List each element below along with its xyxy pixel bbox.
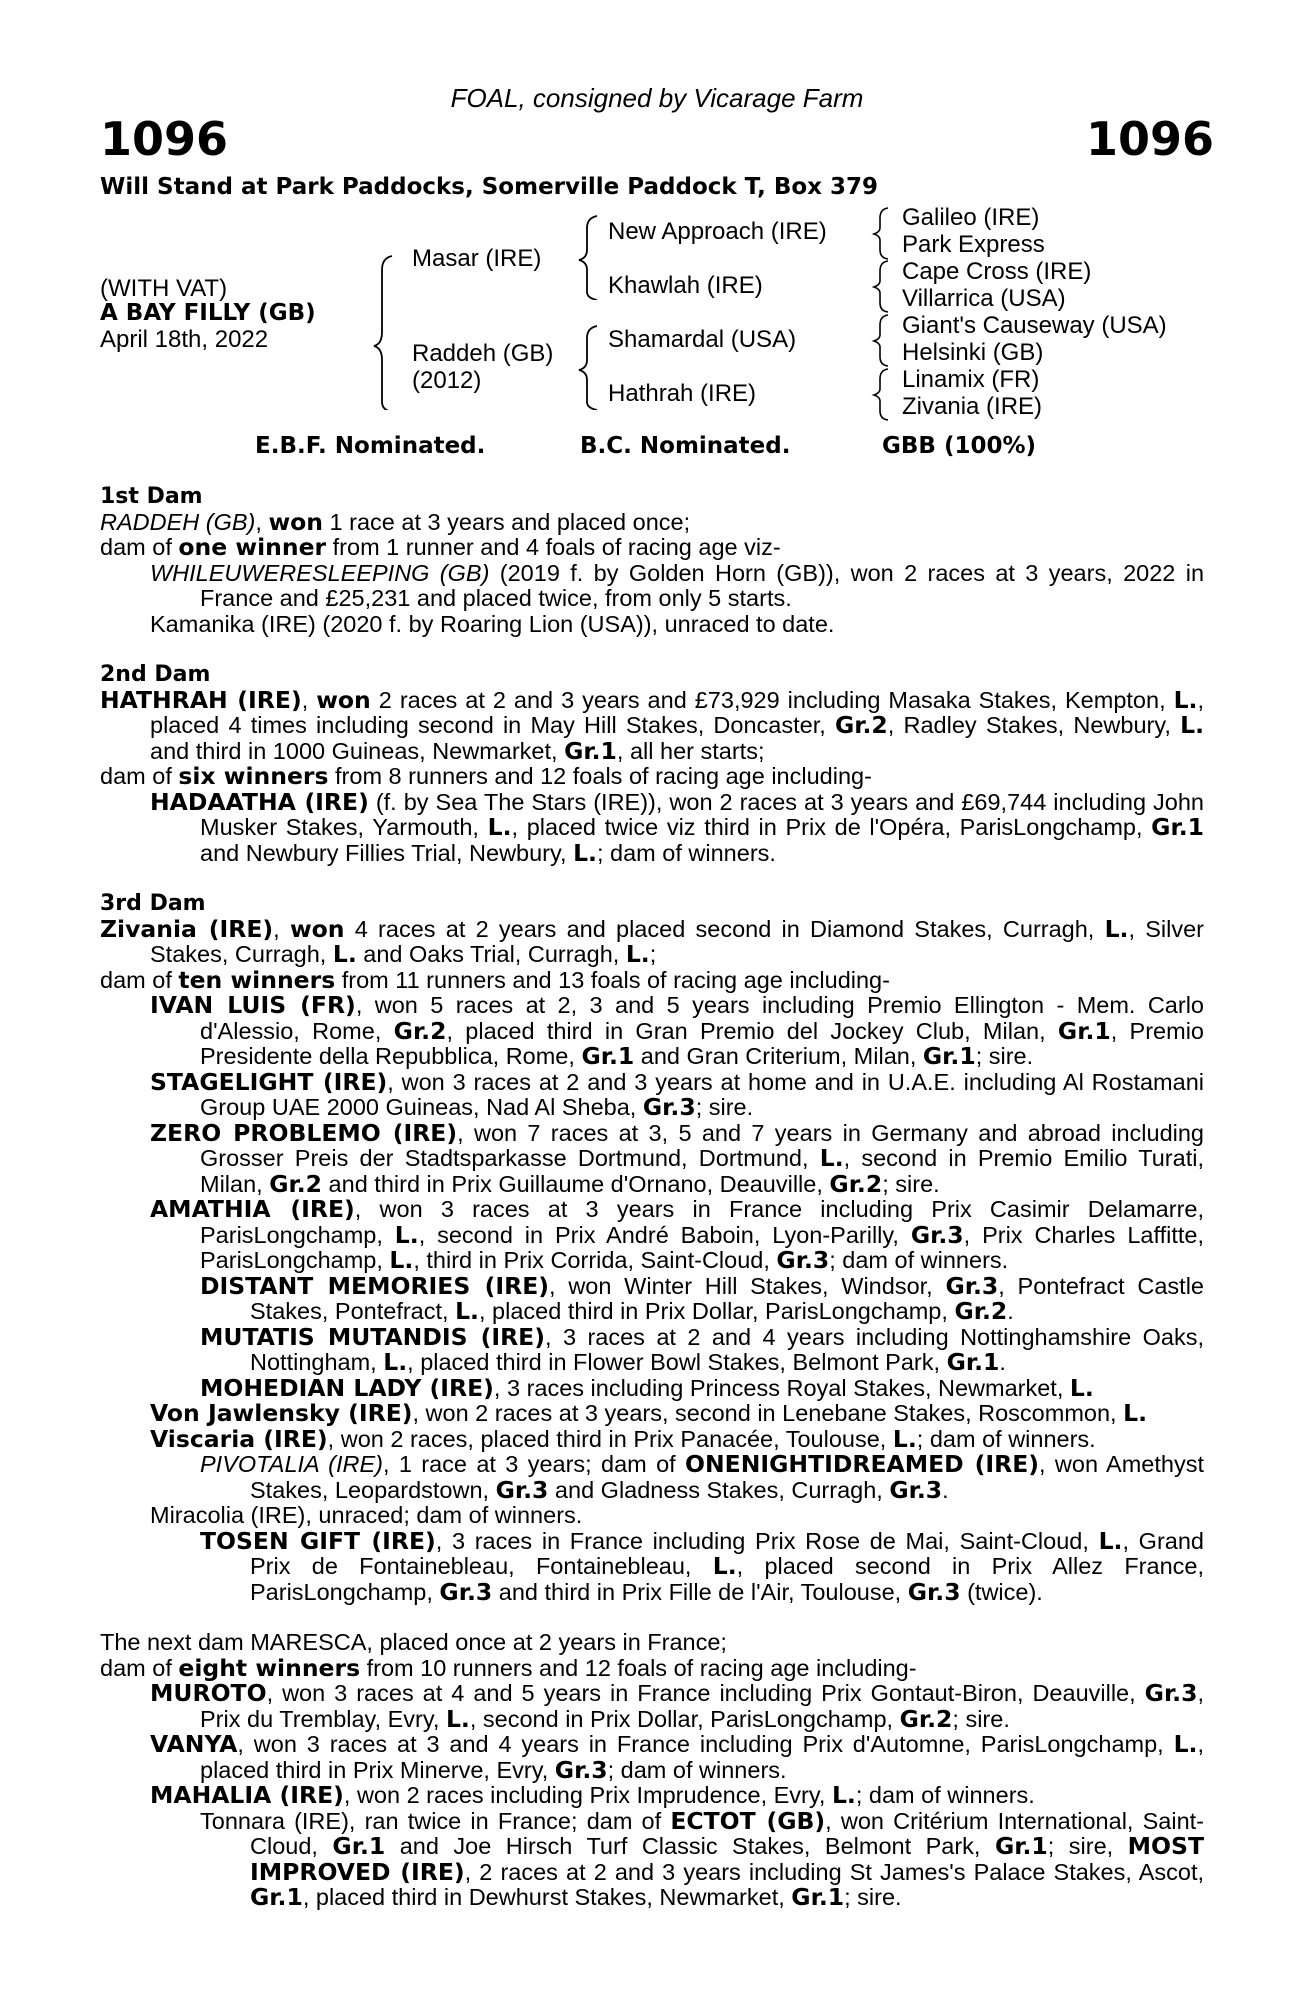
dam-sire: Shamardal (USA): [608, 326, 797, 353]
third-dam-produce-intro: dam of ten winners from 11 runners and 13 foals of racing age including-: [100, 965, 890, 994]
produce-item: Von Jawlensky (IRE), won 2 races at 3 years, second in Lenebane Stakes, Roscommon, L.: [150, 1399, 1148, 1427]
produce-item: AMATHIA (IRE), won 3 races at 3 years in France including Prix Casimir Delamarre, ParisLongchamp, L., second in Prix André Baboin, Lyon-Parilly, Gr.3, Prix Charles Laffitte, ParisLongchamp, L., third in Prix Corrida, Saint-Cloud, Gr.3; dam of winners.: [150, 1195, 1204, 1274]
next-dam-produce-intro: dam of eight winners from 10 runners and 12 foals of racing age including-: [100, 1653, 917, 1682]
bc-nomination: B.C. Nominated.: [580, 433, 791, 459]
produce-item: STAGELIGHT (IRE), won 3 races at 2 and 3 years at home and in U.A.E. including Al Rostamani Group UAE 2000 Guineas, Nad Al Sheba, Gr.3; sire.: [150, 1067, 1204, 1121]
ss-sire: Galileo (IRE): [902, 204, 1040, 231]
lot-number-left: 1096: [100, 112, 229, 166]
dam: Raddeh (GB): [412, 340, 554, 367]
date-of-birth: April 18th, 2022: [100, 326, 269, 353]
produce-item: Kamanika (IRE) (2020 f. by Roaring Lion (USA)), unraced to date.: [150, 610, 835, 637]
sire-sire: New Approach (IRE): [608, 218, 827, 245]
third-dam-heading: 3rd Dam: [100, 891, 206, 916]
lot-number-right: 1096: [1085, 112, 1214, 166]
pedigree-bracket-3b: [870, 257, 894, 313]
produce-item: MOHEDIAN LADY (IRE), 3 races including Princess Royal Stakes, Newmarket, L.: [200, 1373, 1094, 1402]
gbb-status: GBB (100%): [882, 433, 1037, 459]
second-dam-produce-intro: dam of six winners from 8 runners and 12 foals of racing age including-: [100, 762, 872, 790]
produce-item: VANYA, won 3 races at 3 and 4 years in France including Prix d'Automne, ParisLongchamp, L., placed third in Prix Minerve, Evry, Gr.3; dam of winners.: [150, 1730, 1204, 1784]
sd-dam: Villarrica (USA): [902, 285, 1066, 312]
produce-item: WHILEUWERESLEEPING (GB) (2019 f. by Golden Horn (GB)), won 2 races at 3 years, 2022 in France and £25,231 and placed twice, from only 5 starts.: [150, 559, 1205, 611]
second-dam-heading: 2nd Dam: [100, 662, 211, 687]
produce-item: Miracolia (IRE), unraced; dam of winners.: [150, 1502, 583, 1528]
dd-dam: Zivania (IRE): [902, 393, 1043, 420]
produce-item: HADAATHA (IRE) (f. by Sea The Stars (IRE)), won 2 races at 3 years and £69,744 including John Musker Stakes, Yarmouth, L., placed twice viz third in Prix de l'Opéra, ParisLongchamp, Gr.1 and Newbury Fillies Trial, Newbury, L.; dam of winners.: [150, 787, 1205, 867]
sire-dam: Khawlah (IRE): [608, 272, 763, 299]
produce-item: DISTANT MEMORIES (IRE), won Winter Hill Stakes, Windsor, Gr.3, Pontefract Castle Stakes, Pontefract, L., placed third in Prix Dollar, ParisLongchamp, Gr.2.: [200, 1271, 1204, 1325]
produce-item: MUROTO, won 3 races at 4 and 5 years in France including Prix Gontaut-Biron, Deauville, Gr.3, Prix du Tremblay, Evry, L., second in Prix Dollar, ParisLongchamp, Gr.2; sire.: [150, 1679, 1204, 1733]
pedigree-bracket-sire: [575, 210, 605, 300]
produce-item: PIVOTALIA (IRE), 1 race at 3 years; dam of ONENIGHTIDREAMED (IRE), won Amethyst Stakes, Leopardstown, Gr.3 and Gladness Stakes, Curragh, Gr.3.: [200, 1450, 1204, 1504]
produce-item: IVAN LUIS (FR), won 5 races at 2, 3 and 5 years including Premio Ellington - Mem. Carlo d'Alessio, Rome, Gr.2, placed third in Gran Premio del Jockey Club, Milan, Gr.1, Premio Presidente della Repubblica, Rome, Gr.1 and Gran Criterium, Milan, Gr.1; sire.: [150, 991, 1204, 1070]
sire: Masar (IRE): [412, 245, 542, 272]
produce-item: Viscaria (IRE), won 2 races, placed third in Prix Panacée, Toulouse, L.; dam of winners.: [150, 1424, 1096, 1453]
first-dam-produce-intro: dam of one winner from 1 runner and 4 foals of racing age viz-: [100, 533, 781, 561]
nominations-row: [100, 433, 1200, 463]
produce-item: ZERO PROBLEMO (IRE), won 7 races at 3, 5 and 7 years in Germany and abroad including Grosser Preis der Stadtsparkasse Dortmund, Dortmund, L., second in Premio Emilio Turati, Milan, Gr.2 and third in Prix Guillaume d'Ornano, Deauville, Gr.2; sire.: [150, 1118, 1204, 1198]
pedigree-bracket-dam: [575, 320, 605, 410]
dam-year: (2012): [412, 367, 482, 394]
ss-dam: Park Express: [902, 231, 1045, 258]
vat-note: (WITH VAT): [100, 275, 228, 302]
ds-dam: Helsinki (GB): [902, 339, 1044, 366]
sd-sire: Cape Cross (IRE): [902, 258, 1092, 285]
first-dam-text: RADDEH (GB), won 1 race at 3 years and placed once;: [100, 507, 691, 536]
first-dam-heading: 1st Dam: [100, 484, 203, 509]
ebf-nomination: E.B.F. Nominated.: [255, 433, 486, 459]
produce-item: Tonnara (IRE), ran twice in France; dam of ECTOT (GB), won Critérium International, Saint-Cloud, Gr.1 and Joe Hirsch Turf Classic Stakes, Belmont Park, Gr.1; sire, MOST IMPROVED (IRE), 2 races at 2 and 3 years including St James's Palace Stakes, Ascot, Gr.1, placed third in Dewhurst Stakes, Newmarket, Gr.1; sire.: [200, 1806, 1204, 1911]
dd-sire: Linamix (FR): [902, 366, 1040, 393]
third-dam-text: Zivania (IRE), won 4 races at 2 years and placed second in Diamond Stakes, Curragh, L., Silver Stakes, Curragh, L. and Oaks Trial, Curragh, L.;: [100, 914, 1205, 968]
pedigree-bracket-gen1: [370, 210, 400, 410]
consignor-line: FOAL, consigned by Vicarage Farm: [450, 83, 864, 113]
catalogue-body: [100, 484, 1204, 1911]
ds-sire: Giant's Causeway (USA): [902, 312, 1167, 339]
next-dam-text: The next dam MARESCA, placed once at 2 years in France;: [100, 1629, 727, 1655]
pedigree-bracket-3c: [870, 311, 894, 367]
pedigree-bracket-3a: [870, 204, 894, 260]
horse-name: A BAY FILLY (GB): [100, 300, 316, 326]
produce-item: MUTATIS MUTANDIS (IRE), 3 races at 2 and 4 years including Nottinghamshire Oaks, Nottingham, L., placed third in Flower Bowl Stakes, Belmont Park, Gr.1.: [200, 1322, 1204, 1376]
produce-item: TOSEN GIFT (IRE), 3 races in France including Prix Rose de Mai, Saint-Cloud, L., Grand Prix de Fontainebleau, Fontainebleau, L., placed second in Prix Allez France, ParisLongchamp, Gr.3 and third in Prix Fille de l'Air, Toulouse, Gr.3 (twice).: [200, 1526, 1204, 1606]
dam-dam: Hathrah (IRE): [608, 380, 757, 407]
second-dam-text: HATHRAH (IRE), won 2 races at 2 and 3 years and £73,929 including Masaka Stakes, Kempton, L., placed 4 times including second in May Hill Stakes, Doncaster, Gr.2, Radley Stakes, Newbury, L. and third in 1000 Guineas, Newmarket, Gr.1, all her starts;: [100, 685, 1205, 765]
stand-location: Will Stand at Park Paddocks, Somerville Paddock T, Box 379: [100, 174, 879, 200]
pedigree-bracket-3d: [870, 365, 894, 421]
produce-item: MAHALIA (IRE), won 2 races including Prix Imprudence, Evry, L.; dam of winners.: [150, 1781, 1035, 1809]
